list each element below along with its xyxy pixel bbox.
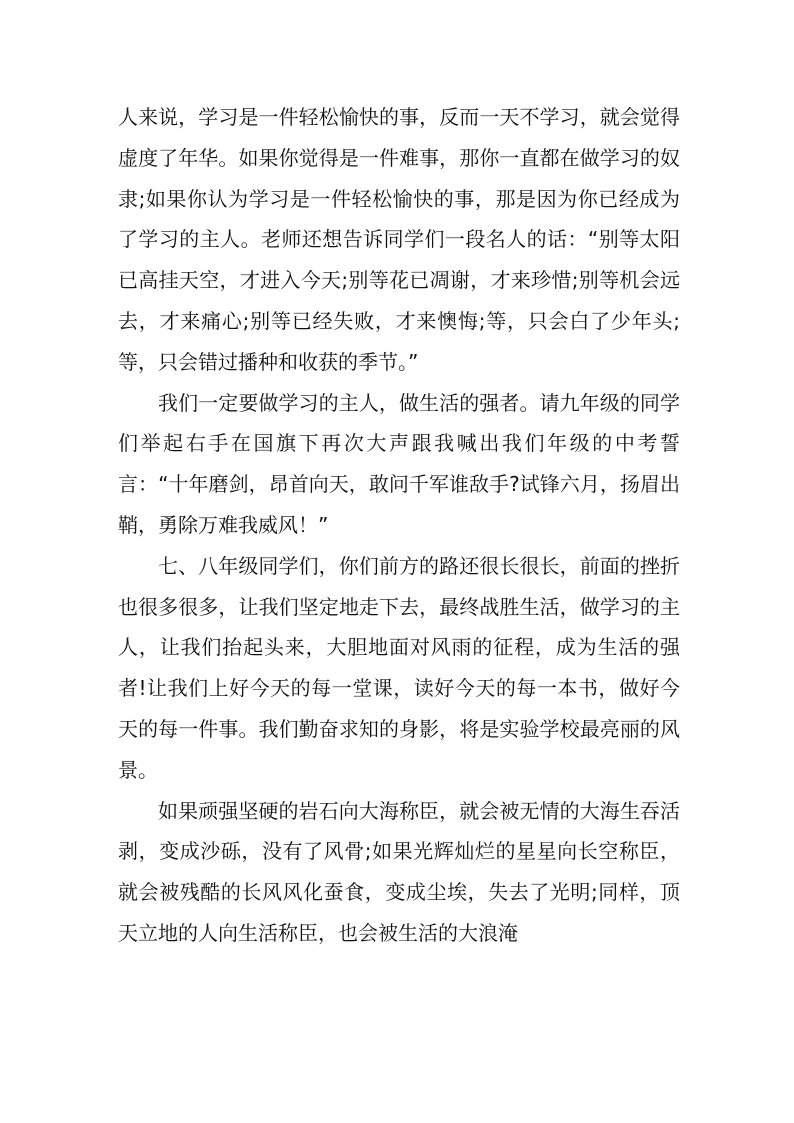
paragraph-1: 人来说，学习是一件轻松愉快的事，反而一天不学习，就会觉得虚度了年华。如果你觉得是一件难事，那你一直都在做学习的奴隶;如果你认为学习是一件轻松愉快的事，那是因为你已经成为了学习的主人。老师还想告诉同学们一段名人的话：“别等太阳已高挂天空，才进入今天;别等花已凋谢，才来珍惜;别等机会远去，才来痛心;别等已经失败，才来懊悔;等，只会白了少年头;等，只会错过播种和收获的季节。” [118,105,680,374]
paragraph-3: 七、八年级同学们，你们前方的路还很长很长，前面的挫折也很多很多，让我们坚定地走下去，最终战胜生活，做学习的主人，让我们抬起头来，大胆地面对风雨的征程，成为生活的强者!让我们上好今天的每一堂课，读好今天的每一本书，做好今天的每一件事。我们勤奋求知的身影，将是实验学校最亮丽的风景。 [118,553,680,782]
document-body [118,97,680,954]
paragraph-4: 如果顽强坚硬的岩石向大海称臣，就会被无情的大海生吞活剥，变成沙砾，没有了风骨;如果光辉灿烂的星星向长空称臣，就会被残酷的长风风化蚕食，变成尘埃，失去了光明;同样，顶天立地的人向生活称臣，也会被生活的大浪淹 [118,798,680,945]
paragraph-2: 我们一定要做学习的主人，做生活的强者。请九年级的同学们举起右手在国旗下再次大声跟我喊出我们年级的中考誓言：“十年磨剑，昂首向天，敢问千军谁敌手?试锋六月，扬眉出鞘，勇除万难我威风！” [118,390,680,537]
